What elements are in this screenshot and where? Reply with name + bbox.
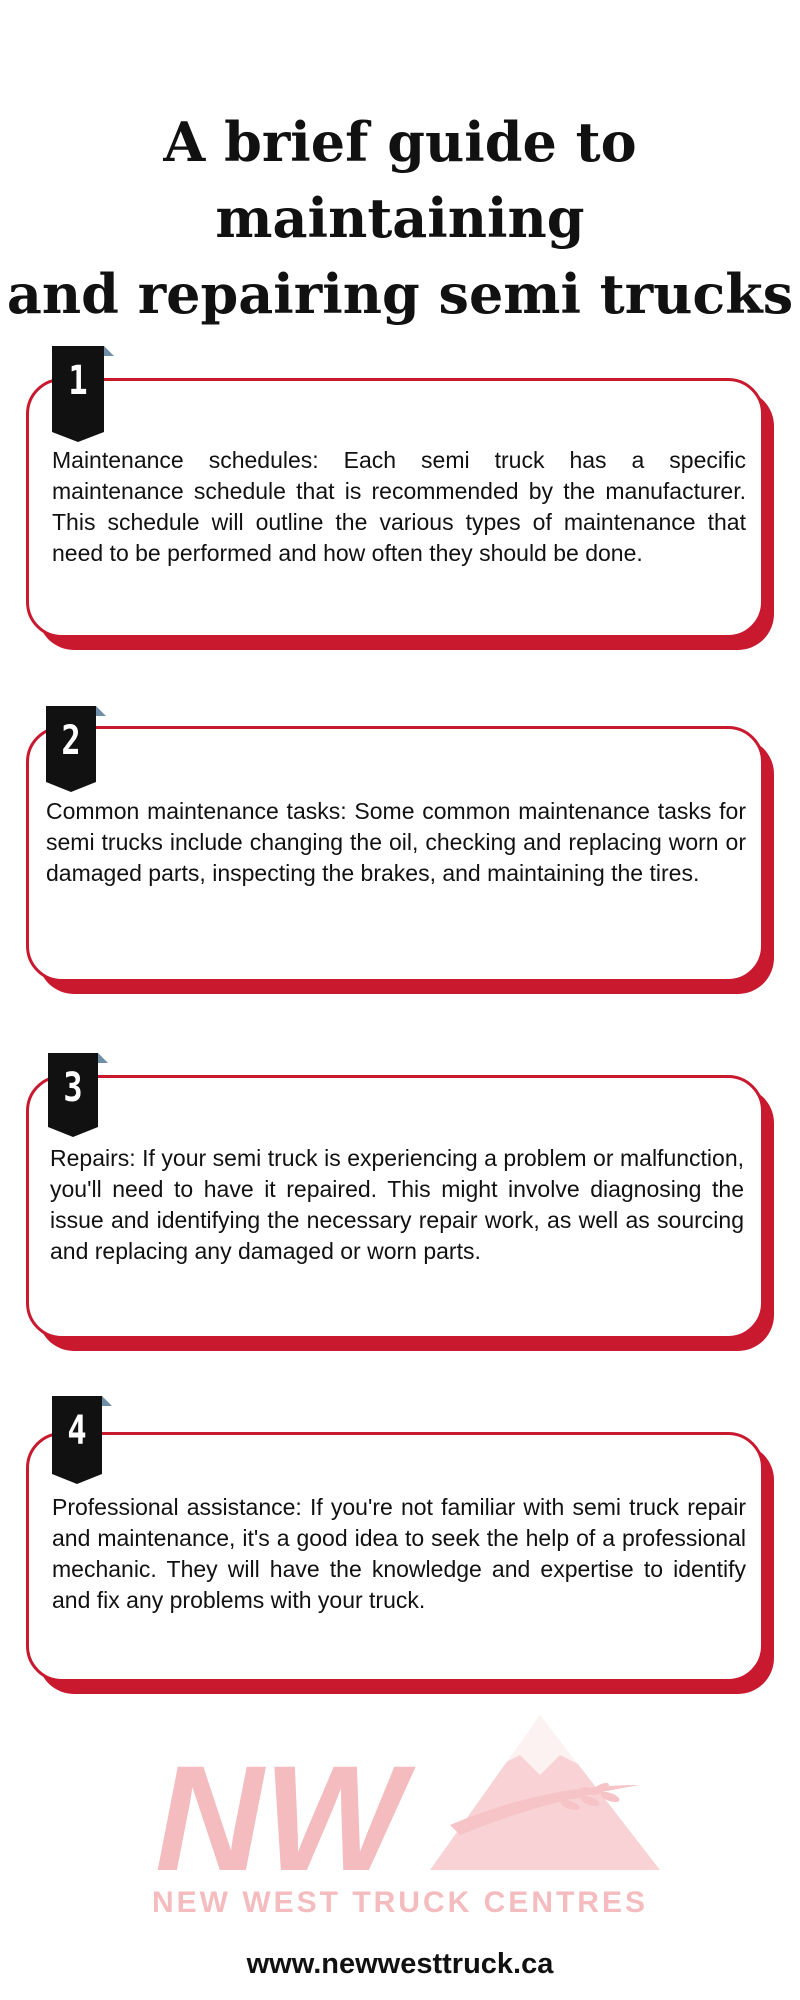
step-number-2: 2 <box>61 718 81 764</box>
step-text-1: Maintenance schedules: Each semi truck has a specific maintenance schedule that is recommended by the manufacturer. This schedule will outline the various types of maintenance that need to be performed and how often they should be done. <box>52 447 746 566</box>
page-title-line-2: and repairing semi trucks <box>6 262 794 326</box>
website-url: www.newwesttruck.ca <box>246 1948 554 1980</box>
page-title-line-1: A brief guide to maintaining <box>163 110 637 250</box>
step-number-4: 4 <box>67 1408 87 1454</box>
step-number-1: 1 <box>68 358 88 404</box>
step-badge-2 <box>46 706 98 802</box>
step-badge-1 <box>52 346 104 442</box>
company-logo <box>120 1705 680 1925</box>
step-card-1 <box>26 346 776 651</box>
logo-company-name: NEW WEST TRUCK CENTRES <box>152 1886 648 1919</box>
step-badge-4 <box>52 1396 104 1492</box>
step-number-3: 3 <box>63 1065 83 1111</box>
logo-mark: NW <box>155 1734 405 1902</box>
step-card-4 <box>26 1396 776 1696</box>
step-text-2: Common maintenance tasks: Some common maintenance tasks for semi trucks include changing the oil, checking and replacing worn or damaged parts, inspecting the brakes, and maintaining the tires. <box>46 798 746 886</box>
page-title <box>0 104 800 332</box>
step-badge-3 <box>48 1053 100 1149</box>
step-card-2 <box>26 706 776 996</box>
step-text-4: Professional assistance: If you're not familiar with semi truck repair and maintenance, it's a good idea to seek the help of a professional mechanic. They will have the knowledge and expertise to identify and fix any problems with your truck. <box>52 1494 746 1613</box>
step-text-3: Repairs: If your semi truck is experiencing a problem or malfunction, you'll need to have it repaired. This might involve diagnosing the issue and identifying the necessary repair work, as well as sourcing and replacing any damaged or worn parts. <box>50 1145 744 1264</box>
step-card-3 <box>26 1053 776 1353</box>
